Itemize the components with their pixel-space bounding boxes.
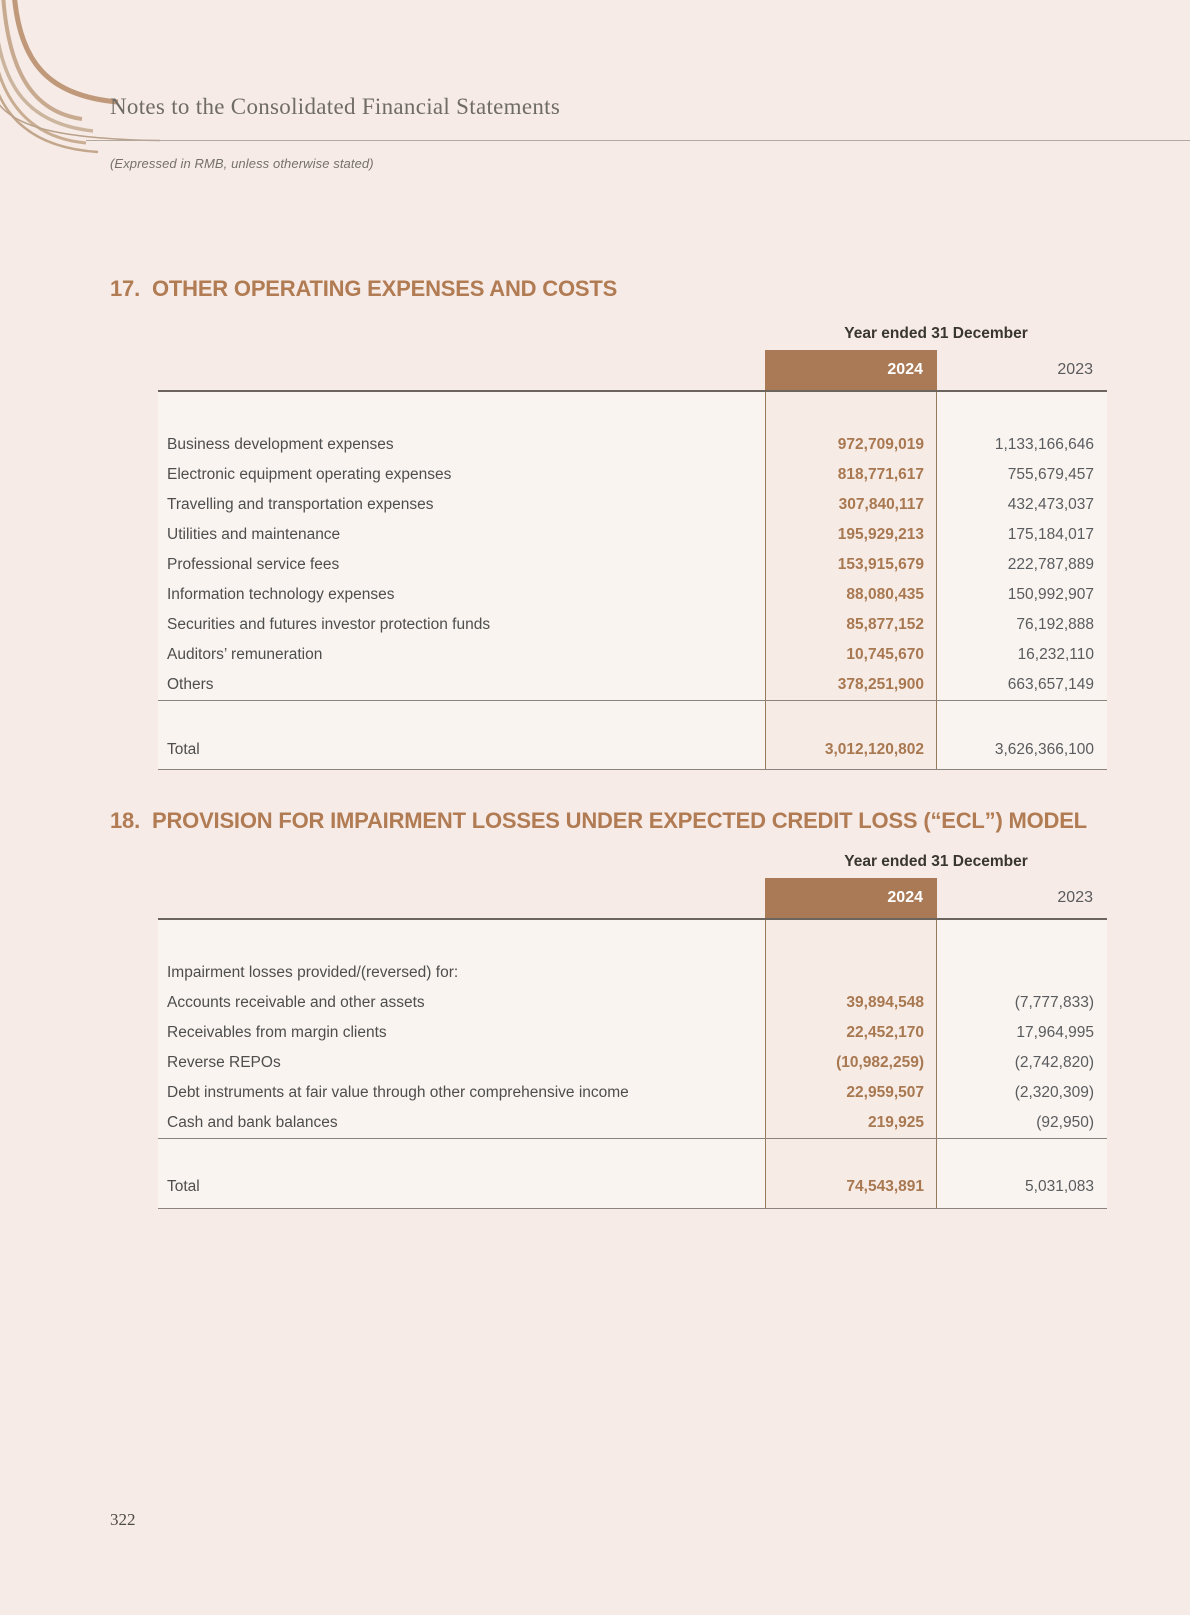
row-label: Accounts receivable and other assets xyxy=(167,994,425,1011)
value-2023: 16,232,110 xyxy=(1017,646,1094,663)
column-spacer xyxy=(158,878,765,918)
period-header: Year ended 31 December xyxy=(844,853,1028,870)
value-2024: 307,840,117 xyxy=(838,496,924,513)
row-label: Reverse REPOs xyxy=(167,1054,281,1071)
table-row xyxy=(158,490,1107,520)
value-2023: 150,992,907 xyxy=(1007,586,1094,603)
value-2023: 175,184,017 xyxy=(1007,526,1094,543)
column-header-2023: 2023 xyxy=(1057,361,1093,378)
section-title: OTHER OPERATING EXPENSES AND COSTS xyxy=(152,276,618,301)
total-2024: 3,012,120,802 xyxy=(824,741,924,758)
section-18-heading xyxy=(110,808,1110,834)
row-label: Impairment losses provided/(reversed) for: xyxy=(167,964,459,981)
table-row xyxy=(158,430,1107,460)
decorative-curves-icon xyxy=(0,0,160,172)
total-2023: 3,626,366,100 xyxy=(994,741,1094,758)
value-2023: 222,787,889 xyxy=(1007,556,1094,573)
value-2023: (2,742,820) xyxy=(1014,1054,1094,1071)
header-divider xyxy=(86,140,1190,141)
table-row xyxy=(158,460,1107,490)
table-row xyxy=(158,580,1107,610)
value-2024: 195,929,213 xyxy=(837,526,924,543)
value-2023: (92,950) xyxy=(1036,1114,1094,1131)
value-2024: (10,982,259) xyxy=(836,1054,924,1071)
value-2024: 10,745,670 xyxy=(846,646,924,663)
table-row xyxy=(158,640,1107,670)
table-row xyxy=(158,550,1107,580)
row-label: Auditors’ remuneration xyxy=(167,646,323,663)
period-header: Year ended 31 December xyxy=(844,325,1028,342)
row-label: Utilities and maintenance xyxy=(167,526,341,543)
table-row xyxy=(158,1048,1107,1078)
column-spacer xyxy=(158,350,765,390)
value-2023: 76,192,888 xyxy=(1016,616,1094,633)
table-row xyxy=(158,670,1107,700)
table-row xyxy=(158,988,1107,1018)
row-label: Others xyxy=(167,676,214,693)
column-header-2024: 2024 xyxy=(765,878,937,918)
value-2023: 755,679,457 xyxy=(1007,466,1094,483)
row-label: Professional service fees xyxy=(167,556,340,573)
total-row xyxy=(158,1172,1107,1202)
table-row xyxy=(158,958,1107,988)
value-2023: 17,964,995 xyxy=(1016,1024,1094,1041)
value-2024: 39,894,548 xyxy=(846,994,924,1011)
row-label: Debt instruments at fair value through other comprehensive income xyxy=(167,1084,629,1101)
row-label: Electronic equipment operating expenses xyxy=(167,466,452,483)
value-2023 xyxy=(937,958,1107,988)
value-2024: 22,452,170 xyxy=(846,1024,924,1041)
row-label: Travelling and transportation expenses xyxy=(167,496,434,513)
table-row xyxy=(158,610,1107,640)
total-label: Total xyxy=(167,741,200,758)
column-header-2024: 2024 xyxy=(765,350,937,390)
value-2023: 432,473,037 xyxy=(1007,496,1094,513)
table-row xyxy=(158,520,1107,550)
row-label: Information technology expenses xyxy=(167,586,395,603)
total-2023: 5,031,083 xyxy=(1025,1178,1094,1195)
value-2024: 972,709,019 xyxy=(837,436,924,453)
expenses-table xyxy=(158,325,1107,770)
table-row xyxy=(158,1108,1107,1138)
section-17-heading xyxy=(110,276,1110,302)
value-2024 xyxy=(765,958,937,988)
page-number: 322 xyxy=(110,1510,136,1529)
total-row xyxy=(158,735,1107,765)
section-title: PROVISION FOR IMPAIRMENT LOSSES UNDER EXPECTED CREDIT LOSS (“ECL”) MODEL xyxy=(152,808,1087,833)
value-2024: 219,925 xyxy=(867,1114,924,1131)
value-2024: 818,771,617 xyxy=(837,466,924,483)
value-2024: 85,877,152 xyxy=(846,616,924,633)
table-row xyxy=(158,1018,1107,1048)
value-2023: 663,657,149 xyxy=(1007,676,1094,693)
row-label: Cash and bank balances xyxy=(167,1114,338,1131)
total-label: Total xyxy=(167,1178,200,1195)
table-row xyxy=(158,1078,1107,1108)
column-header-2023: 2023 xyxy=(1057,889,1093,906)
value-2023: (7,777,833) xyxy=(1014,994,1094,1011)
row-label: Securities and futures investor protection funds xyxy=(167,616,491,633)
total-2024: 74,543,891 xyxy=(846,1178,924,1195)
value-2024: 88,080,435 xyxy=(846,586,924,603)
section-number: 17. xyxy=(110,276,140,301)
value-2024: 22,959,507 xyxy=(846,1084,924,1101)
document-title: Notes to the Consolidated Financial Statements xyxy=(110,94,561,119)
impairment-table xyxy=(158,853,1107,1209)
currency-note: (Expressed in RMB, unless otherwise stated) xyxy=(110,156,374,171)
value-2023: 1,133,166,646 xyxy=(994,436,1094,453)
value-2023: (2,320,309) xyxy=(1014,1084,1094,1101)
value-2024: 378,251,900 xyxy=(837,676,924,693)
row-label: Business development expenses xyxy=(167,436,394,453)
row-label: Receivables from margin clients xyxy=(167,1024,387,1041)
value-2024: 153,915,679 xyxy=(837,556,924,573)
section-number: 18. xyxy=(110,808,140,833)
